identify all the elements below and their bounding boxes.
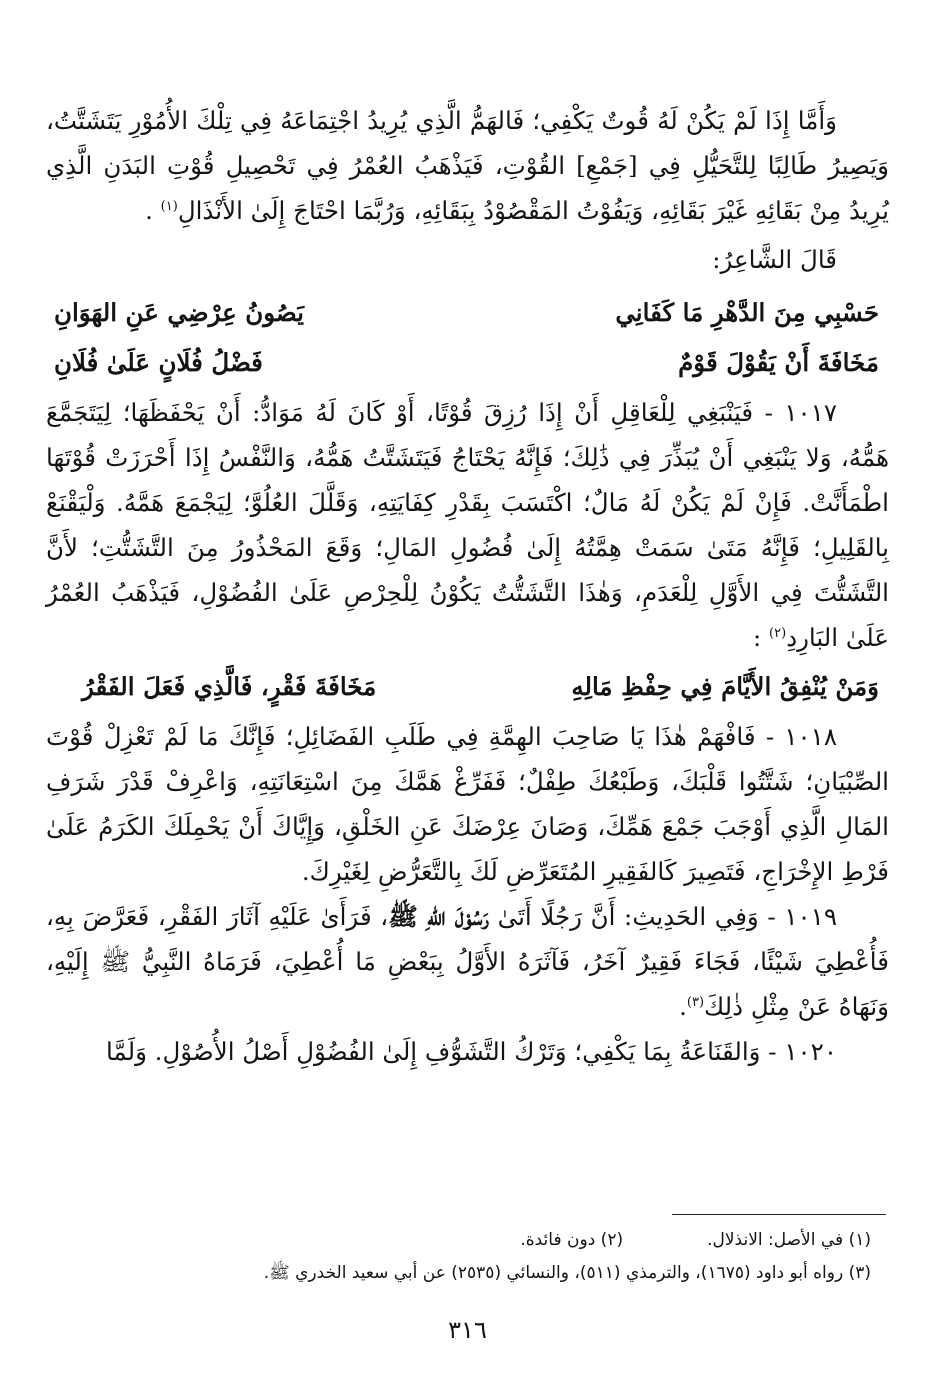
paragraph-1019-text-b: ، فَرَأَىٰ عَلَيْهِ آثَارَ الفَقْرِ، فَعَرَّضَ بِهِ، فَأُعْطِيَ شَيْئًا، فَجَاءَ فَقِيرٌ آخَرُ، فَآثَرَهُ الأَوَّلُ بِبَعْضِ مَا أُعْطِيَ، فَرَمَاهُ النَّبِيُّ ﷺ إِلَيْهِ، وَنَهَاهُ عَنْ مِثْلِ ذٰلِكَ [46, 902, 889, 1021]
paragraph-1017 [46, 390, 889, 660]
paragraph-1018-text: فَافْهَمْ هٰذَا يَا صَاحِبَ الهِمَّةِ فِي طَلَبِ الفَضَائِلِ؛ فَإِنَّكَ مَا لَمْ تَعْزِلْ قُوْتَ الصِّبْيَانِ؛ شَتَّتُوا قَلْبَكَ، وَطَبْعُكَ طِفْلٌ؛ فَفَرِّغْ هَمَّكَ مِنَ اسْتِعَانَتِهِ، وَاعْرِفْ قَدْرَ شَرَفِ المَالِ الَّذِي أَوْجَبَ جَمْعَ هَمِّكَ، وَصَانَ عِرْضَكَ عَنِ الخَلْقِ، وَإِيَّاكَ أَنْ يَحْمِلَكَ الكَرَمُ عَلَىٰ فَرْطِ الإِخْرَاجِ، فَتَصِيرَ كَالفَقِيرِ المُتَعَرِّضِ لَكَ بِالتَّعَرُّضِ لِغَيْرِكَ. [46, 722, 889, 886]
footnote-row-1 [46, 1224, 871, 1257]
paragraph-1017-text: فَيَنْبَغِي لِلْعَاقِلِ أَنْ إِذَا رُزِقَ قُوْتًا، أَوْ كَانَ لَهُ مَوَادُّ: أَنْ يَحْفَظَهَا؛ لِيَتَجَمَّعَ هَمُّهُ، وَلا يَنْبَغِي أَنْ يُبَذِّرَ فِي ذَٰلِكَ؛ فَإِنَّهُ يَحْتَاجُ فَيَتَشَتَّتُ هَمُّهُ، وَالنَّفْسُ إِذَا أَحْرَزَتْ قُوْتَهَا اطْمَأَنَّتْ. فَإِنْ لَمْ يَكُنْ لَهُ مَالٌ؛ اكْتَسَبَ بِقَدْرِ كِفَايَتِهِ، وَقَلَّلَ العُلُوَّ؛ لِيَجْمَعَ هَمَّهُ. وَلْيَقْنَعْ بِالقَلِيلِ؛ فَإِنَّهُ مَتَىٰ سَمَتْ هِمَّتُهُ إِلَىٰ فُضُولِ المَالِ؛ وَقَعَ المَحْذُورُ مِنَ التَّشَتُّتِ؛ لأَنَّ التَّشَتُّتَ فِي الأَوَّلِ لِلْعَدَمِ، وَهٰذَا التَّشَتُّتُ يَكُوْنُ لِلْحِرْصِ عَلَىٰ الفُضُوْلِ، فَيَذْهَبُ العُمْرُ عَلَىٰ البَارِدِ [46, 398, 889, 652]
paragraph-1020 [46, 1029, 889, 1074]
prophet-name: رَسُوْلَ اللهِ ﷺ [388, 902, 490, 931]
verse-2-first-hemistich: مَخَافَةَ أَنْ يَقُوْلَ قَوْمٌ [678, 348, 879, 377]
verse-2-second-hemistich: فَضْلُ فُلَانٍ عَلَىٰ فُلَانِ [54, 348, 263, 377]
footnote-ref-3: (٣) [686, 994, 705, 1010]
paragraph-intro-text: وَأَمَّا إِذَا لَمْ يَكُنْ لَهُ قُوتٌ يَكْفِي؛ فَالهَمُّ الَّذِي يُرِيدُ اجْتِمَاعَهُ فِي تِلْكَ الأُمُوْرِ يَتَشَتَّتُ، وَيَصِيرُ طَالِبًا لِلتَّحَيُّلِ فِي [جَمْعِ] القُوْتِ، فَيَذْهَبُ العُمْرُ فِي تَحْصِيلِ قُوْتِ البَدَنِ الَّذِي يُرِيدُ مِنْ بَقَائِهِ غَيْرَ بَقَائِهِ، وَيَفُوْتُ المَقْصُوْدُ بِبَقَائِهِ، وَرُبَّمَا احْتَاجَ إِلَىٰ الأَنْذَالِ [46, 106, 889, 225]
footnote-1: (١) في الأصل: الانذلال. [707, 1230, 871, 1250]
footnote-separator [672, 1214, 886, 1215]
poet-intro: قَالَ الشَّاعِرُ: [712, 245, 837, 274]
paragraph-number-1020: ١٠٢٠ - [768, 1037, 837, 1066]
verse-line-2 [46, 338, 889, 388]
paragraph-1019 [46, 894, 889, 1029]
paragraph-number-1017: ١٠١٧ - [764, 398, 837, 427]
verse-3-second-hemistich: مَخَافَةَ فَقْرٍ، فَالَّذِي فَعَلَ الفَقْرُ [82, 672, 377, 701]
paragraph-1019-end: . [679, 992, 687, 1021]
verse-line-1 [46, 288, 889, 338]
verse-1-first-hemistich: حَسْبِي مِنَ الدَّهْرِ مَا كَفَانِي [615, 298, 879, 327]
paragraph-intro-end: . [145, 196, 161, 225]
paragraph-1017-end: : [753, 623, 770, 652]
paragraph-1019-text-a: وَفِي الحَدِيثِ: أَنَّ رَجُلًا أَتَىٰ [497, 902, 759, 931]
paragraph-intro [46, 98, 889, 233]
footnotes [46, 1224, 871, 1290]
footnote-2: (٢) دون فائدة. [520, 1230, 624, 1250]
footnote-ref-2: (٢) [769, 625, 787, 641]
main-text [46, 98, 889, 1074]
paragraph-1018 [46, 714, 889, 894]
verse-3-first-hemistich: وَمَنْ يُنْفِقُ الأَيَّامَ فِي حِفْظِ مَالِهِ [571, 672, 879, 701]
footnote-ref-1: (١) [160, 198, 178, 214]
paragraph-1020-text: وَالقَنَاعَةُ بِمَا يَكْفِي؛ وَتَرْكُ التَّشَوُّفِ إِلَىٰ الفُضُوْلِ أَصْلُ الأُصُوْلِ. وَلَمَّا [105, 1037, 761, 1066]
poem-block [46, 288, 889, 388]
verse-1-second-hemistich: يَصُونُ عِرْضِي عَنِ الهَوَانِ [54, 298, 304, 327]
page-number: ٣١٦ [448, 1316, 487, 1344]
verse-line-3 [46, 662, 889, 712]
paragraph-number-1018: ١٠١٨ - [765, 722, 837, 751]
paragraph-number-1019: ١٠١٩ - [767, 902, 837, 931]
footnote-row-2 [46, 1257, 871, 1290]
footnote-3: (٣) رواه أبو داود (١٦٧٥)، والترمذي (٥١١)، والنسائي (٢٥٣٥) عن أبي سعيد الخدري ﷺ. [263, 1263, 871, 1283]
